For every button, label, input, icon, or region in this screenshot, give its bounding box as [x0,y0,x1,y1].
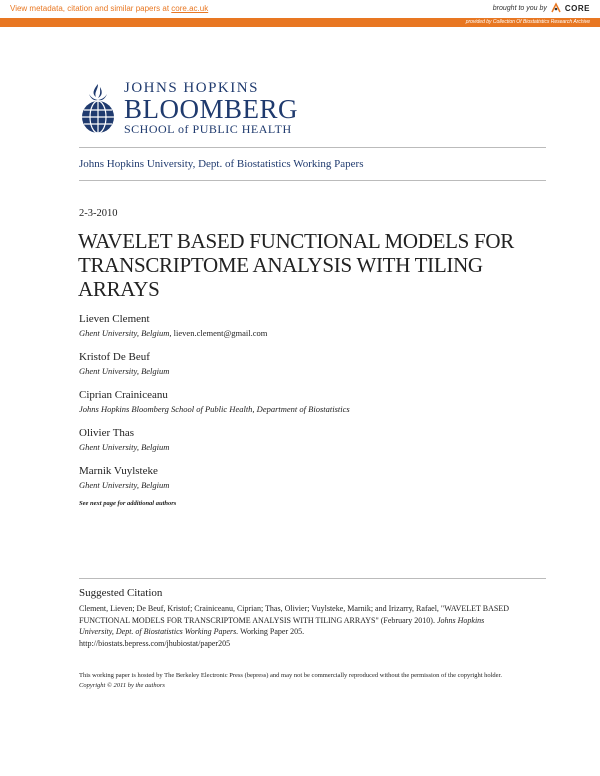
brought-by-text: brought to you by [492,4,547,12]
citation-heading: Suggested Citation [79,587,163,599]
author-item [79,464,549,491]
author-list [79,312,549,507]
author-name: Olivier Thas [79,427,135,439]
core-metadata-link[interactable] [10,4,208,13]
series-link[interactable]: Johns Hopkins University, Dept. of Biostatistics Working Papers [79,158,364,170]
divider-top [79,147,546,148]
paper-title: WAVELET BASED FUNCTIONAL MODELS FOR TRANSCRIPTOME ANALYSIS WITH TILING ARRAYS [78,229,514,301]
logo-wordmark [124,80,298,136]
citation-journal: Johns Hopkins University, Dept. of Biostatistics Working Papers. [79,615,485,636]
author-item [79,388,549,415]
logo-line-3: SCHOOL of PUBLIC HEALTH [124,122,292,136]
jhsph-logo [79,80,299,140]
author-affiliation: Ghent University, Belgium [79,442,170,452]
core-brand: CORE [564,3,590,13]
copyright-notice: Copyright © 2011 by the authors [79,682,165,689]
author-item [79,350,549,377]
author-affiliation: Ghent University, Belgium [79,480,170,490]
core-brand-area[interactable] [493,2,590,14]
author-name: Ciprian Crainiceanu [79,389,168,401]
citation-text: Clement, Lieven; De Beuf, Kristof; Crainiceanu, Ciprian; Thas, Olivier; Vuylsteke, Marnik; and Irizarry, Rafael, "WAVELET BASED FUNCTIONAL MODELS FOR TRANSCRIPTOME ANALYSIS WITH TILING ARRAYS" (February 2010). Johns Hopkins University, Dept. of Biostatistics Working Papers. Working Paper 205. http://biostats.bepress.com/jhubiostat/paper205 [79,604,510,648]
author-name: Kristof De Beuf [79,351,150,363]
core-logo-icon [550,2,562,14]
divider-series [79,180,546,181]
publication-date: 2-3-2010 [79,208,118,219]
globe-torch-icon [79,82,117,134]
more-authors-link[interactable]: See next page for additional authors [79,500,177,507]
provider-bar [0,18,600,27]
divider-citation [79,578,546,579]
citation-url[interactable]: http://biostats.bepress.com/jhubiostat/paper205 [79,638,231,648]
author-email[interactable]: , lieven.clement@gmail.com [169,328,268,338]
core-metadata-text: View metadata, citation and similar papers at [10,4,172,13]
author-affiliation: Ghent University, Belgium, lieven.clement@gmail.com [79,328,268,338]
core-link[interactable]: core.ac.uk [171,4,209,13]
author-name: Lieven Clement [79,313,150,325]
footer-notice [79,671,519,691]
provided-by-text: provided by Collection Of Biostatistics Research Archive [465,19,590,25]
logo-line-1: JOHNS HOPKINS [124,80,259,96]
logo-line-2: BLOOMBERG [124,94,299,124]
author-item [79,426,549,453]
author-affiliation: Johns Hopkins Bloomberg School of Public Health, Department of Biostatistics [79,404,350,414]
author-affiliation: Ghent University, Belgium [79,366,170,376]
core-header [0,0,600,18]
author-name: Marnik Vuylsteke [79,465,158,477]
hosting-notice: This working paper is hosted by The Berkeley Electronic Press (bepress) and may not be commercially reproduced without the permission of the copyright holder. [79,672,502,679]
author-item [79,312,549,339]
